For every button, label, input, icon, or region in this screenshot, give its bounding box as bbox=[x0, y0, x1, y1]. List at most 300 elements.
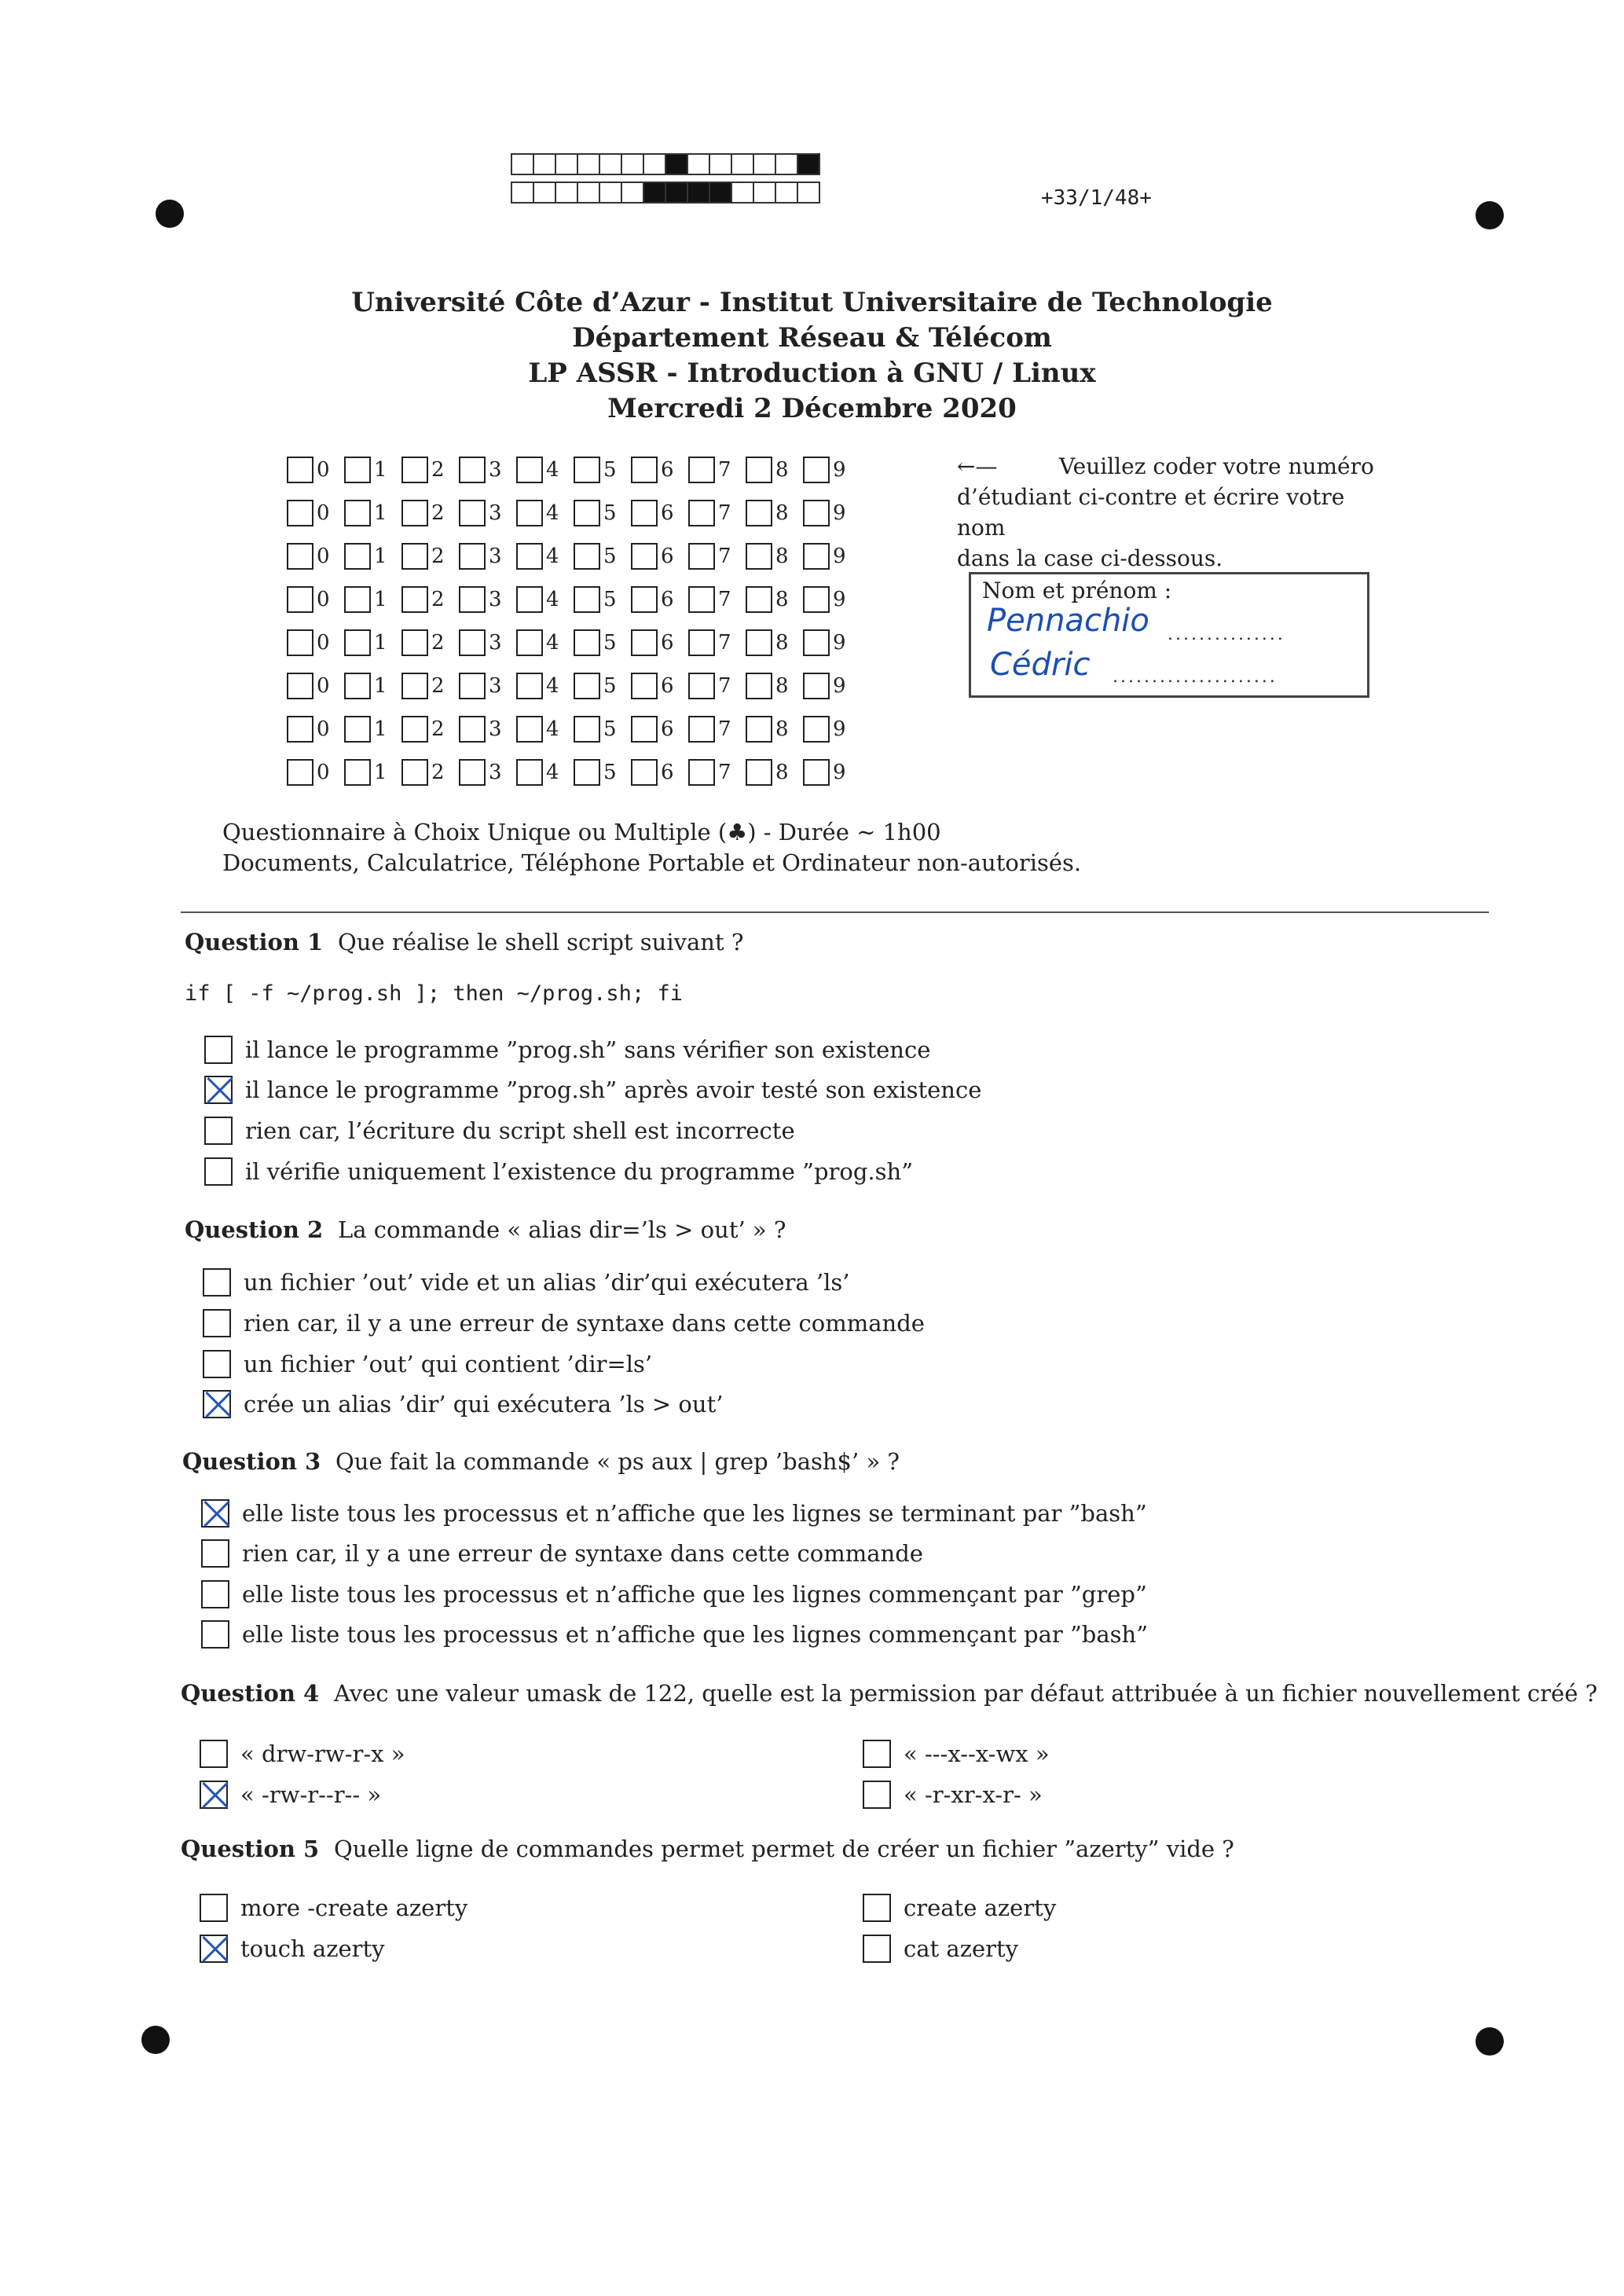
student-id-cell[interactable] bbox=[459, 457, 516, 483]
student-id-row bbox=[287, 534, 860, 578]
student-id-checkbox[interactable] bbox=[401, 500, 428, 526]
student-id-checkbox[interactable] bbox=[574, 759, 600, 786]
student-id-cell[interactable] bbox=[746, 543, 803, 570]
student-id-cell[interactable] bbox=[344, 543, 401, 570]
question-4 bbox=[181, 1680, 1597, 1707]
student-id-cell[interactable] bbox=[574, 759, 631, 786]
answer-option[interactable] bbox=[201, 1499, 1147, 1528]
answer-option[interactable] bbox=[200, 1935, 385, 1963]
student-id-digit: 2 bbox=[431, 717, 445, 741]
barcode-cell bbox=[643, 153, 666, 175]
student-id-checkbox[interactable] bbox=[516, 457, 543, 483]
answer-checkbox[interactable] bbox=[204, 1036, 233, 1064]
student-id-cell[interactable] bbox=[401, 586, 459, 613]
student-id-checkbox[interactable] bbox=[401, 543, 428, 570]
student-id-digit: 6 bbox=[661, 587, 674, 611]
student-id-digit: 9 bbox=[833, 501, 846, 525]
student-id-checkbox[interactable] bbox=[746, 543, 772, 570]
student-id-checkbox[interactable] bbox=[803, 543, 830, 570]
student-id-cell[interactable] bbox=[401, 716, 459, 743]
student-id-cell[interactable] bbox=[459, 716, 516, 743]
student-id-digit: 2 bbox=[431, 673, 445, 698]
student-id-checkbox[interactable] bbox=[459, 716, 486, 743]
answer-checkbox[interactable] bbox=[201, 1539, 229, 1568]
student-id-digit: 1 bbox=[374, 457, 387, 482]
student-id-cell[interactable] bbox=[574, 500, 631, 526]
student-id-checkbox[interactable] bbox=[459, 673, 486, 699]
student-id-digit: 4 bbox=[546, 457, 559, 482]
answer-checkbox[interactable] bbox=[863, 1740, 891, 1768]
student-id-digit: 5 bbox=[603, 630, 617, 655]
student-id-cell[interactable] bbox=[631, 716, 688, 743]
student-id-cell[interactable] bbox=[803, 500, 860, 526]
answer-option[interactable] bbox=[203, 1390, 723, 1418]
student-id-cell[interactable] bbox=[516, 629, 574, 656]
student-id-checkbox[interactable] bbox=[688, 629, 715, 656]
student-id-checkbox[interactable] bbox=[803, 629, 830, 656]
student-id-checkbox[interactable] bbox=[803, 759, 830, 786]
student-id-checkbox[interactable] bbox=[287, 716, 313, 743]
barcode-cell bbox=[511, 182, 534, 204]
header-department: Département Réseau & Télécom bbox=[572, 322, 1052, 354]
student-id-cell[interactable] bbox=[344, 500, 401, 526]
student-id-cell[interactable] bbox=[287, 543, 344, 570]
answer-checkbox[interactable] bbox=[200, 1740, 228, 1768]
student-id-checkbox[interactable] bbox=[746, 759, 772, 786]
corner-mark-top-left bbox=[156, 200, 184, 228]
student-id-cell[interactable] bbox=[803, 586, 860, 613]
student-id-checkbox[interactable] bbox=[344, 716, 371, 743]
corner-mark-top-right bbox=[1476, 201, 1504, 229]
student-id-checkbox[interactable] bbox=[803, 500, 830, 526]
answer-option[interactable] bbox=[204, 1117, 795, 1145]
student-id-checkbox[interactable] bbox=[574, 586, 600, 613]
student-id-cell[interactable] bbox=[746, 673, 803, 699]
student-id-grid bbox=[287, 448, 860, 794]
student-id-checkbox[interactable] bbox=[401, 457, 428, 483]
student-id-cell[interactable] bbox=[746, 716, 803, 743]
student-id-checkbox[interactable] bbox=[803, 586, 830, 613]
student-id-cell[interactable] bbox=[401, 629, 459, 656]
student-id-digit: 1 bbox=[374, 501, 387, 525]
student-id-cell[interactable] bbox=[459, 500, 516, 526]
question-number: Question 1 bbox=[185, 929, 324, 955]
student-id-cell[interactable] bbox=[401, 759, 459, 786]
student-id-cell[interactable] bbox=[516, 673, 574, 699]
answer-option[interactable] bbox=[204, 1076, 981, 1104]
answer-option[interactable] bbox=[863, 1935, 1018, 1963]
student-id-cell[interactable] bbox=[688, 543, 746, 570]
barcode-cell bbox=[643, 182, 666, 204]
student-id-cell[interactable] bbox=[344, 759, 401, 786]
student-id-digit: 1 bbox=[374, 760, 387, 784]
student-id-checkbox[interactable] bbox=[574, 629, 600, 656]
student-id-cell[interactable] bbox=[287, 716, 344, 743]
student-id-cell[interactable] bbox=[574, 586, 631, 613]
divider bbox=[181, 911, 1489, 913]
barcode-cell bbox=[665, 182, 688, 204]
student-id-digit: 9 bbox=[833, 673, 846, 698]
answer-option[interactable] bbox=[201, 1620, 1148, 1649]
student-id-cell[interactable] bbox=[344, 629, 401, 656]
student-id-cell[interactable] bbox=[516, 716, 574, 743]
student-id-cell[interactable] bbox=[574, 457, 631, 483]
page-code: +33/1/48+ bbox=[1041, 186, 1152, 210]
answer-option[interactable] bbox=[863, 1740, 1050, 1768]
student-id-cell[interactable] bbox=[803, 759, 860, 786]
student-id-cell[interactable] bbox=[631, 629, 688, 656]
student-id-checkbox[interactable] bbox=[516, 673, 543, 699]
student-id-digit: 6 bbox=[661, 760, 674, 784]
student-id-digit: 4 bbox=[546, 501, 559, 525]
student-id-checkbox[interactable] bbox=[516, 759, 543, 786]
student-id-checkbox[interactable] bbox=[574, 543, 600, 570]
answer-text: crée un alias ’dir’ qui exécutera ’ls > out’ bbox=[244, 1391, 724, 1418]
answer-option[interactable] bbox=[200, 1894, 467, 1922]
student-id-digit: 0 bbox=[317, 501, 330, 525]
student-id-checkbox[interactable] bbox=[401, 586, 428, 613]
answer-checkbox[interactable] bbox=[200, 1935, 228, 1963]
answer-text: « -r-xr-x-r- » bbox=[904, 1781, 1043, 1808]
answer-option[interactable] bbox=[203, 1268, 850, 1297]
answer-text: rien car, l’écriture du script shell est incorrecte bbox=[245, 1117, 795, 1144]
student-id-digit: 1 bbox=[374, 673, 387, 698]
student-id-checkbox[interactable] bbox=[344, 629, 371, 656]
student-id-cell[interactable] bbox=[344, 673, 401, 699]
student-id-digit: 1 bbox=[374, 717, 387, 741]
answer-checkbox[interactable] bbox=[204, 1117, 233, 1145]
student-id-digit: 8 bbox=[775, 630, 789, 655]
answer-text: cat azerty bbox=[904, 1935, 1019, 1962]
student-id-checkbox[interactable] bbox=[459, 500, 486, 526]
answer-option[interactable] bbox=[200, 1740, 405, 1768]
student-id-checkbox[interactable] bbox=[287, 673, 313, 699]
student-id-digit: 4 bbox=[546, 717, 559, 741]
answer-checkbox[interactable] bbox=[204, 1157, 233, 1186]
answer-checkbox[interactable] bbox=[204, 1076, 233, 1104]
student-id-digit: 5 bbox=[603, 544, 617, 568]
student-id-cell[interactable] bbox=[688, 759, 746, 786]
student-id-cell[interactable] bbox=[631, 500, 688, 526]
barcode-cell bbox=[665, 153, 688, 175]
student-id-checkbox[interactable] bbox=[631, 716, 658, 743]
student-id-cell[interactable] bbox=[803, 543, 860, 570]
student-id-cell[interactable] bbox=[574, 543, 631, 570]
instruction-line-1: Veuillez coder votre numéro bbox=[1059, 453, 1374, 479]
student-id-cell[interactable] bbox=[459, 629, 516, 656]
student-id-digit: 5 bbox=[603, 587, 617, 611]
student-id-checkbox[interactable] bbox=[746, 500, 772, 526]
barcode-cell bbox=[775, 182, 798, 204]
student-id-checkbox[interactable] bbox=[574, 500, 600, 526]
question-3 bbox=[182, 1448, 900, 1475]
student-id-checkbox[interactable] bbox=[746, 716, 772, 743]
answer-text: elle liste tous les processus et n’affiche que les lignes commençant par ”bash” bbox=[242, 1621, 1149, 1648]
student-id-row bbox=[287, 664, 860, 707]
question-5 bbox=[181, 1836, 1234, 1862]
student-id-cell[interactable] bbox=[459, 759, 516, 786]
student-id-cell[interactable] bbox=[574, 673, 631, 699]
student-id-digit: 4 bbox=[546, 760, 559, 784]
student-id-checkbox[interactable] bbox=[688, 586, 715, 613]
student-id-digit: 3 bbox=[489, 587, 502, 611]
student-id-row bbox=[287, 578, 860, 621]
student-id-checkbox[interactable] bbox=[401, 716, 428, 743]
student-id-cell[interactable] bbox=[688, 586, 746, 613]
answer-text: un fichier ’out’ vide et un alias ’dir’qui exécutera ’ls’ bbox=[244, 1269, 850, 1296]
student-id-checkbox[interactable] bbox=[344, 673, 371, 699]
student-id-checkbox[interactable] bbox=[631, 457, 658, 483]
student-id-cell[interactable] bbox=[401, 673, 459, 699]
answer-checkbox[interactable] bbox=[201, 1620, 229, 1649]
student-id-checkbox[interactable] bbox=[287, 457, 313, 483]
student-id-cell[interactable] bbox=[803, 673, 860, 699]
student-id-digit: 8 bbox=[775, 673, 789, 698]
student-id-digit: 0 bbox=[317, 673, 330, 698]
answer-checkbox[interactable] bbox=[863, 1781, 891, 1809]
answer-checkbox[interactable] bbox=[863, 1935, 891, 1963]
student-id-cell[interactable] bbox=[287, 629, 344, 656]
student-id-cell[interactable] bbox=[516, 586, 574, 613]
student-id-cell[interactable] bbox=[574, 629, 631, 656]
student-id-checkbox[interactable] bbox=[688, 457, 715, 483]
barcode-cell bbox=[555, 153, 578, 175]
student-id-checkbox[interactable] bbox=[574, 457, 600, 483]
student-id-checkbox[interactable] bbox=[746, 586, 772, 613]
student-id-cell[interactable] bbox=[746, 457, 803, 483]
answer-text: « drw-rw-r-x » bbox=[240, 1740, 405, 1767]
student-id-digit: 2 bbox=[431, 501, 445, 525]
student-id-checkbox[interactable] bbox=[344, 500, 371, 526]
student-id-digit: 9 bbox=[833, 587, 846, 611]
student-id-cell[interactable] bbox=[631, 759, 688, 786]
student-id-checkbox[interactable] bbox=[688, 759, 715, 786]
student-id-checkbox[interactable] bbox=[344, 759, 371, 786]
student-id-checkbox[interactable] bbox=[344, 543, 371, 570]
answer-option[interactable] bbox=[203, 1309, 925, 1337]
name-field[interactable] bbox=[969, 572, 1369, 698]
student-id-digit: 5 bbox=[603, 501, 617, 525]
student-id-digit: 6 bbox=[661, 457, 674, 482]
answer-checkbox[interactable] bbox=[201, 1499, 229, 1528]
student-id-cell[interactable] bbox=[516, 543, 574, 570]
student-id-cell[interactable] bbox=[459, 543, 516, 570]
student-id-digit: 7 bbox=[718, 760, 731, 784]
answer-option[interactable] bbox=[203, 1350, 652, 1378]
student-id-checkbox[interactable] bbox=[631, 586, 658, 613]
student-id-checkbox[interactable] bbox=[688, 716, 715, 743]
corner-mark-bottom-right bbox=[1476, 2027, 1504, 2056]
student-id-cell[interactable] bbox=[401, 543, 459, 570]
question-number: Question 3 bbox=[182, 1448, 321, 1475]
answer-option[interactable] bbox=[201, 1539, 923, 1568]
student-id-checkbox[interactable] bbox=[631, 543, 658, 570]
student-id-checkbox[interactable] bbox=[459, 457, 486, 483]
student-id-digit: 0 bbox=[317, 587, 330, 611]
answer-checkbox[interactable] bbox=[203, 1309, 231, 1337]
student-id-cell[interactable] bbox=[459, 586, 516, 613]
student-id-digit: 9 bbox=[833, 717, 846, 741]
barcode-cell bbox=[687, 182, 710, 204]
student-id-checkbox[interactable] bbox=[344, 457, 371, 483]
barcode-cell bbox=[797, 182, 820, 204]
barcode-row bbox=[511, 182, 819, 204]
student-id-cell[interactable] bbox=[688, 457, 746, 483]
student-id-checkbox[interactable] bbox=[516, 586, 543, 613]
student-id-cell[interactable] bbox=[631, 457, 688, 483]
student-id-cell[interactable] bbox=[688, 673, 746, 699]
student-id-row bbox=[287, 491, 860, 534]
student-id-checkbox[interactable] bbox=[287, 543, 313, 570]
student-id-checkbox[interactable] bbox=[746, 457, 772, 483]
student-id-cell[interactable] bbox=[287, 759, 344, 786]
answer-option[interactable] bbox=[863, 1894, 1056, 1922]
student-id-checkbox[interactable] bbox=[746, 629, 772, 656]
answer-text: « ---x--x-wx » bbox=[904, 1740, 1050, 1767]
arrow-left-icon: ←— bbox=[957, 453, 998, 479]
barcode-cell bbox=[731, 153, 754, 175]
student-id-cell[interactable] bbox=[287, 673, 344, 699]
student-id-cell[interactable] bbox=[803, 629, 860, 656]
answer-option[interactable] bbox=[204, 1036, 930, 1064]
student-id-cell[interactable] bbox=[631, 543, 688, 570]
student-id-checkbox[interactable] bbox=[688, 500, 715, 526]
student-id-digit: 1 bbox=[374, 587, 387, 611]
answer-text: rien car, il y a une erreur de syntaxe dans cette commande bbox=[244, 1310, 925, 1337]
answer-text: un fichier ’out’ qui contient ’dir=ls’ bbox=[244, 1351, 653, 1377]
student-id-digit: 0 bbox=[317, 544, 330, 568]
student-id-checkbox[interactable] bbox=[401, 629, 428, 656]
student-id-digit: 5 bbox=[603, 673, 617, 698]
header-university: Université Côte d’Azur - Institut Universitaire de Technologie bbox=[351, 287, 1273, 318]
student-id-cell[interactable] bbox=[803, 457, 860, 483]
barcode-cell bbox=[511, 153, 534, 175]
student-id-checkbox[interactable] bbox=[803, 716, 830, 743]
answer-option[interactable] bbox=[863, 1781, 1043, 1809]
student-id-cell[interactable] bbox=[574, 716, 631, 743]
answer-checkbox[interactable] bbox=[201, 1580, 229, 1608]
answer-option[interactable] bbox=[204, 1157, 913, 1186]
student-id-cell[interactable] bbox=[688, 500, 746, 526]
student-id-checkbox[interactable] bbox=[401, 759, 428, 786]
student-id-checkbox[interactable] bbox=[344, 586, 371, 613]
answer-checkbox[interactable] bbox=[200, 1894, 228, 1922]
student-id-checkbox[interactable] bbox=[688, 543, 715, 570]
student-id-digit: 3 bbox=[489, 760, 502, 784]
student-id-digit: 7 bbox=[718, 717, 731, 741]
question-text: Que réalise le shell script suivant ? bbox=[338, 929, 744, 955]
student-id-cell[interactable] bbox=[631, 586, 688, 613]
student-id-checkbox[interactable] bbox=[631, 673, 658, 699]
student-id-cell[interactable] bbox=[631, 673, 688, 699]
student-id-checkbox[interactable] bbox=[631, 500, 658, 526]
barcode-cell bbox=[599, 182, 622, 204]
student-id-digit: 3 bbox=[489, 501, 502, 525]
student-id-cell[interactable] bbox=[746, 586, 803, 613]
answer-option[interactable] bbox=[201, 1580, 1147, 1608]
answer-option[interactable] bbox=[200, 1781, 381, 1809]
student-id-cell[interactable] bbox=[401, 500, 459, 526]
student-id-cell[interactable] bbox=[287, 500, 344, 526]
answer-checkbox[interactable] bbox=[863, 1894, 891, 1922]
last-name-handwritten: Pennachio bbox=[987, 603, 1149, 639]
student-id-cell[interactable] bbox=[459, 673, 516, 699]
answer-checkbox[interactable] bbox=[200, 1781, 228, 1809]
student-id-cell[interactable] bbox=[401, 457, 459, 483]
student-id-digit: 0 bbox=[317, 630, 330, 655]
student-id-cell[interactable] bbox=[688, 716, 746, 743]
student-id-checkbox[interactable] bbox=[631, 759, 658, 786]
student-id-cell[interactable] bbox=[344, 586, 401, 613]
answer-checkbox[interactable] bbox=[203, 1268, 231, 1297]
student-id-digit: 4 bbox=[546, 673, 559, 698]
student-id-checkbox[interactable] bbox=[459, 759, 486, 786]
student-id-cell[interactable] bbox=[287, 586, 344, 613]
student-id-digit: 6 bbox=[661, 544, 674, 568]
student-id-cell[interactable] bbox=[746, 500, 803, 526]
student-id-digit: 3 bbox=[489, 717, 502, 741]
student-id-checkbox[interactable] bbox=[401, 673, 428, 699]
name-field-label: Nom et prénom : bbox=[982, 578, 1172, 603]
student-id-checkbox[interactable] bbox=[574, 673, 600, 699]
student-id-cell[interactable] bbox=[688, 629, 746, 656]
student-id-cell[interactable] bbox=[287, 457, 344, 483]
student-id-checkbox[interactable] bbox=[287, 629, 313, 656]
student-id-digit: 9 bbox=[833, 457, 846, 482]
student-id-checkbox[interactable] bbox=[803, 457, 830, 483]
student-id-checkbox[interactable] bbox=[746, 673, 772, 699]
student-id-cell[interactable] bbox=[344, 716, 401, 743]
student-id-cell[interactable] bbox=[516, 457, 574, 483]
student-id-checkbox[interactable] bbox=[803, 673, 830, 699]
student-id-row bbox=[287, 448, 860, 491]
student-id-checkbox[interactable] bbox=[516, 629, 543, 656]
student-id-checkbox[interactable] bbox=[516, 500, 543, 526]
barcode-cell bbox=[577, 182, 600, 204]
student-id-checkbox[interactable] bbox=[287, 759, 313, 786]
student-id-checkbox[interactable] bbox=[287, 586, 313, 613]
answer-checkbox[interactable] bbox=[203, 1390, 231, 1418]
student-id-checkbox[interactable] bbox=[688, 673, 715, 699]
student-id-checkbox[interactable] bbox=[516, 716, 543, 743]
student-id-cell[interactable] bbox=[803, 716, 860, 743]
student-id-checkbox[interactable] bbox=[574, 716, 600, 743]
student-id-cell[interactable] bbox=[746, 629, 803, 656]
student-id-digit: 3 bbox=[489, 544, 502, 568]
student-id-checkbox[interactable] bbox=[459, 543, 486, 570]
student-id-digit: 4 bbox=[546, 544, 559, 568]
answer-checkbox[interactable] bbox=[203, 1350, 231, 1378]
student-id-digit: 9 bbox=[833, 630, 846, 655]
student-id-checkbox[interactable] bbox=[631, 629, 658, 656]
student-id-checkbox[interactable] bbox=[287, 500, 313, 526]
student-id-cell[interactable] bbox=[746, 759, 803, 786]
student-id-cell[interactable] bbox=[516, 500, 574, 526]
student-id-cell[interactable] bbox=[344, 457, 401, 483]
barcode-cell bbox=[533, 153, 556, 175]
student-id-digit: 0 bbox=[317, 457, 330, 482]
student-id-digit: 4 bbox=[546, 630, 559, 655]
student-id-checkbox[interactable] bbox=[516, 543, 543, 570]
header-date: Mercredi 2 Décembre 2020 bbox=[607, 393, 1017, 424]
student-id-digit: 6 bbox=[661, 630, 674, 655]
student-id-cell[interactable] bbox=[516, 759, 574, 786]
student-id-digit: 3 bbox=[489, 630, 502, 655]
student-id-checkbox[interactable] bbox=[459, 586, 486, 613]
student-id-checkbox[interactable] bbox=[459, 629, 486, 656]
student-id-digit: 8 bbox=[775, 457, 789, 482]
student-id-digit: 4 bbox=[546, 587, 559, 611]
